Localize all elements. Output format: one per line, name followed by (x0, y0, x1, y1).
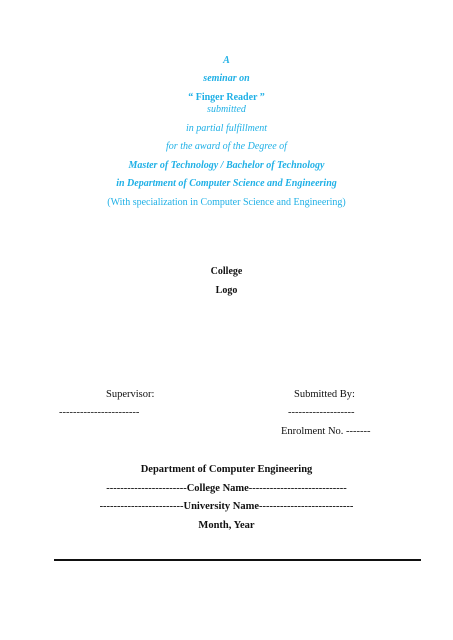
header-award: for the award of the Degree of (166, 141, 287, 152)
seminar-title: “ Finger Reader ” (188, 92, 265, 103)
logo-line-logo: Logo (215, 285, 238, 296)
supervisor-label: Supervisor: (106, 389, 155, 400)
footer-date: Month, Year (198, 520, 255, 531)
submitted-by-signature-line: ------------------- (288, 407, 355, 418)
enrolment-number: Enrolment No. ------- (281, 426, 371, 437)
footer-college-name: -----------------------College Name---------------------------- (106, 483, 347, 494)
header-submitted: submitted (207, 104, 246, 115)
footer-university-name: ------------------------University Name--------------------------- (99, 501, 354, 512)
supervisor-signature-line: ----------------------- (59, 407, 140, 418)
header-seminar-on: seminar on (203, 73, 250, 84)
bottom-divider (54, 559, 421, 561)
submitted-by-label: Submitted By: (294, 389, 355, 400)
header-partial-fulfillment: in partial fulfillment (185, 123, 268, 134)
header-degree: Master of Technology / Bachelor of Technology (128, 160, 325, 171)
header-a: A (223, 55, 230, 66)
header-department: in Department of Computer Science and Engineering (116, 178, 337, 189)
header-specialization: (With specialization in Computer Science and Engineering) (107, 197, 346, 208)
footer-department: Department of Computer Engineering (140, 464, 313, 475)
logo-line-college: College (210, 266, 243, 277)
